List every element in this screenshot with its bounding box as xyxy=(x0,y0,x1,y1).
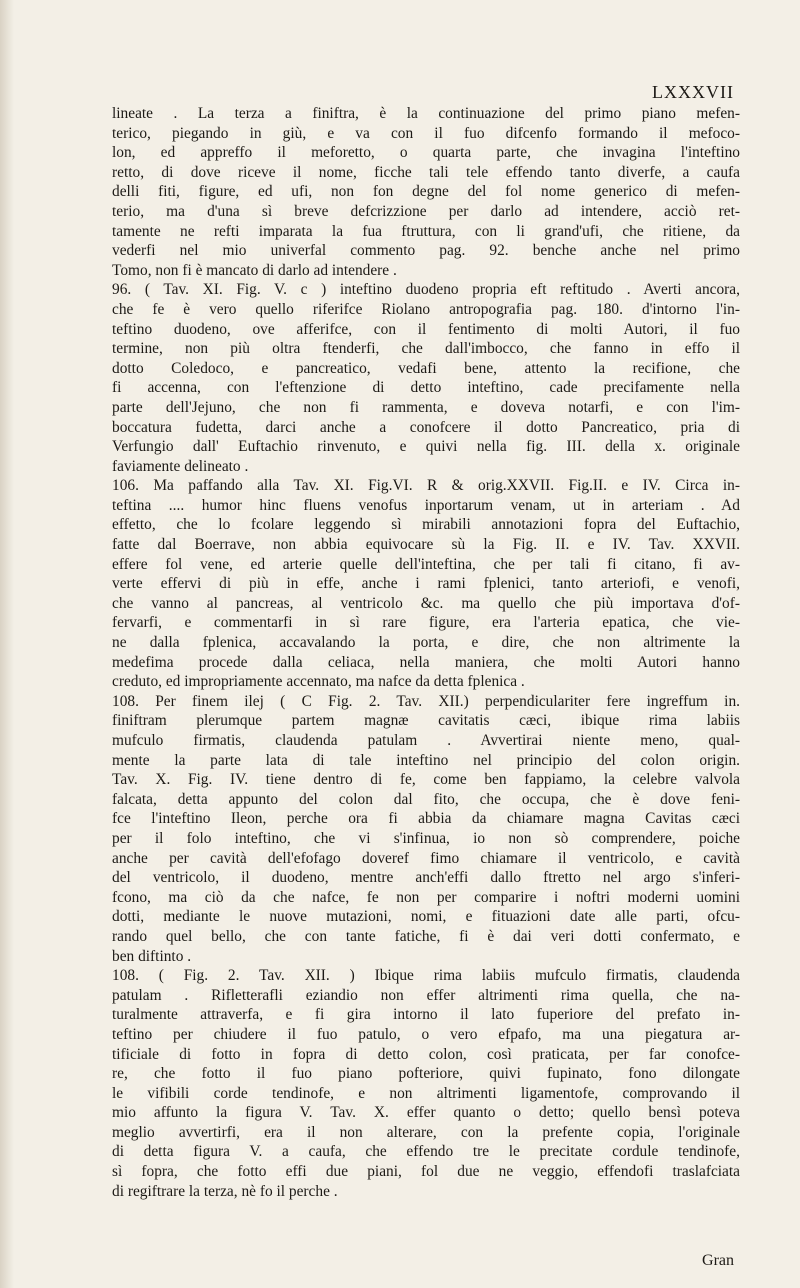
text-line: teftino per chiudere il fuo patulo, o vero efpafo, ma una piegatura ar- xyxy=(112,1025,740,1043)
text-line: medefima procede dalla celiaca, nella maniera, che molti Autori hanno xyxy=(112,653,740,671)
text-line: 106. Ma paffando alla Tav. XI. Fig.VI. R & orig.XXVII. Fig.II. e IV. Circa in- xyxy=(112,477,740,495)
text-line: che fe è vero quello riferifce Riolano antropografia pag. 180. d'intorno l'in- xyxy=(112,300,740,318)
text-line: ne dalla fplenica, accavalando la porta, e dire, che non altrimente la xyxy=(112,634,740,652)
text-line: 96. ( Tav. XI. Fig. V. c ) inteftino duodeno propria eft reftitudo . Averti ancora, xyxy=(112,281,740,299)
text-line: mio affunto la figura V. Tav. X. effer quanto o detto; quello bensì poteva xyxy=(112,1104,740,1122)
text-line: fervarfi, e commentarfi in sì rare figure, era l'arteria epatica, che vie- xyxy=(112,614,740,632)
text-line: rando quel bello, che con tante fatiche, fi è dai veri dotti confermato, e xyxy=(112,927,740,945)
text-line: le vifibili corde tendinofe, e non altrimenti ligamentofe, comprovando il xyxy=(112,1084,740,1102)
text-line: delli fiti, figure, ed ufi, non fon degne del fol nome generico di mefen- xyxy=(112,183,740,201)
text-line: per il folo inteftino, che vi s'infinua, io non sò comprendere, poiche xyxy=(112,829,740,847)
text-line: finiftram plerumque partem magnæ cavitatis cæci, ibique rima labiis xyxy=(112,712,740,730)
text-line: faviamente delineato . xyxy=(112,457,249,475)
text-line: che vanno al pancreas, al ventricolo &c. ma quello che più importava d'of- xyxy=(112,594,740,612)
text-line: fcono, ma ciò da che nafce, fe non per comparire i noftri moderni uomini xyxy=(112,888,740,906)
page-gutter-shadow xyxy=(0,0,14,1288)
text-line: turalmente attraverfa, e fi gira intorno il lato fuperiore del prefato in- xyxy=(112,1006,740,1024)
text-line: vederfi nel mio univerfal commento pag. 92. benche anche nel primo xyxy=(112,242,740,260)
text-line: falcata, detta appunto del colon dal fito, che occupa, che è dove feni- xyxy=(112,790,740,808)
text-line: tamente ne refti imparata la fua ftruttura, con li grand'ufi, che ritiene, da xyxy=(112,222,740,240)
text-line: termine, non più oltra ftenderfi, che dall'imbocco, che fanno in effo il xyxy=(112,340,740,358)
text-line: mente la parte lata di tale inteftino nel principio del colon origin. xyxy=(112,751,740,769)
text-line: fi accenna, con l'eftenzione di detto inteftino, cade precifamente nella xyxy=(112,379,740,397)
text-line: teftino duodeno, ove afferifce, con il fentimento di molti Autori, il fuo xyxy=(112,320,740,338)
text-line: tificiale di fotto in fopra di detto colon, così praticata, per far conofce- xyxy=(112,1045,740,1063)
text-line: sì fopra, che fotto effi due piani, fol due ne veggio, effendofi traslafciata xyxy=(112,1163,740,1181)
text-line: di detta figura V. a caufa, che effendo tre le precitate cordule tendinofe, xyxy=(112,1143,740,1161)
text-line: mufculo firmatis, claudenda patulam . Avvertirai niente meno, qual- xyxy=(112,732,740,749)
text-line: terio, ma d'una sì breve defcrizzione per darlo ad intendere, acciò ret- xyxy=(112,202,740,220)
catchword: Gran xyxy=(702,1252,734,1269)
text-line: Tav. X. Fig. IV. tiene dentro di fe, come ben fappiamo, la celebre valvola xyxy=(112,771,740,789)
text-line: fatte dal Boerrave, non abbia equivocare sù la Fig. II. e IV. Tav. XXVII. xyxy=(112,536,740,554)
text-line: boccatura fudetta, darci anche a conofcere il dotto Pancreatico, pria di xyxy=(112,418,740,436)
text-line: teftina .... humor hinc fluens venofus inportarum venam, ut in arteriam . Ad xyxy=(112,496,740,514)
text-line: parte dell'Jejuno, che non fi rammenta, e doveva notarfi, e con l'im- xyxy=(112,398,740,416)
text-line: effetto, che lo fcolare leggendo sì mirabili annotazioni fopra del Euftachio, xyxy=(112,516,740,534)
text-line: effere fol vene, ed arterie quelle dell'inteftina, che per tali fi citano, fi av- xyxy=(112,555,740,573)
text-line: Tomo, non fi è mancato di darlo ad intendere . xyxy=(112,261,397,279)
text-line: meglio avvertirfi, era il non alterare, con la prefente copia, l'originale xyxy=(112,1123,740,1141)
text-line: del ventricolo, il duodeno, mentre anch'effi dallo ftretto nel argo s'inferi- xyxy=(112,869,740,887)
text-line: patulam . Rifletterafli eziandio non effer altrimenti rima quella, che na- xyxy=(112,986,740,1004)
text-line: 108. Per finem ilej ( C Fig. 2. Tav. XII.) perpendiculariter fere ingreffum in. xyxy=(112,692,740,710)
text-line: 108. ( Fig. 2. Tav. XII. ) Ibique rima labiis mufculo firmatis, claudenda xyxy=(112,967,740,985)
text-line: dotti, mediante le nuove mutazioni, nomi, e fituazioni date alle parti, ofcu- xyxy=(112,908,740,926)
text-line: Verfungio dall' Euftachio rinvenuto, e quivi nella fig. III. della x. originale xyxy=(112,438,740,456)
text-line: dotto Coledoco, e pancreatico, vedafi bene, attento la recifione, che xyxy=(112,359,740,377)
page-number: LXXXVII xyxy=(652,82,734,102)
text-line: lineate . La terza a finiftra, è la continuazione del primo piano mefen- xyxy=(112,105,740,122)
text-line: re, che fotto il fuo piano pofteriore, quivi fupinato, fono dilongate xyxy=(112,1065,740,1083)
body-text xyxy=(112,104,740,1201)
text-line: creduto, ed impropriamente accennato, ma nafce da detta fplenica . xyxy=(112,673,525,691)
text-line: fce l'inteftino Ileon, perche ora fi abbia da chiamare magna Cavitas cæci xyxy=(112,810,740,828)
text-line: verte effervi di più in effe, anche i rami fplenici, tanto arteriofi, e venofi, xyxy=(112,575,740,593)
text-line: terico, piegando in giù, e va con il fuo difcenfo formando il mefoco- xyxy=(112,124,740,142)
text-line: anche per cavità dell'efofago doveref fimo chiamare il ventricolo, e cavità xyxy=(112,849,740,867)
text-line: lon, ed appreffo il meforetto, o quarta parte, che invagina l'inteftino xyxy=(112,144,740,162)
text-line: retto, di dove riceve il nome, ficche tali tele effendo tanto diverfe, a caufa xyxy=(112,163,740,181)
text-line: di regiftrare la terza, nè fo il perche . xyxy=(112,1182,338,1200)
text-line: ben diftinto . xyxy=(112,947,192,965)
